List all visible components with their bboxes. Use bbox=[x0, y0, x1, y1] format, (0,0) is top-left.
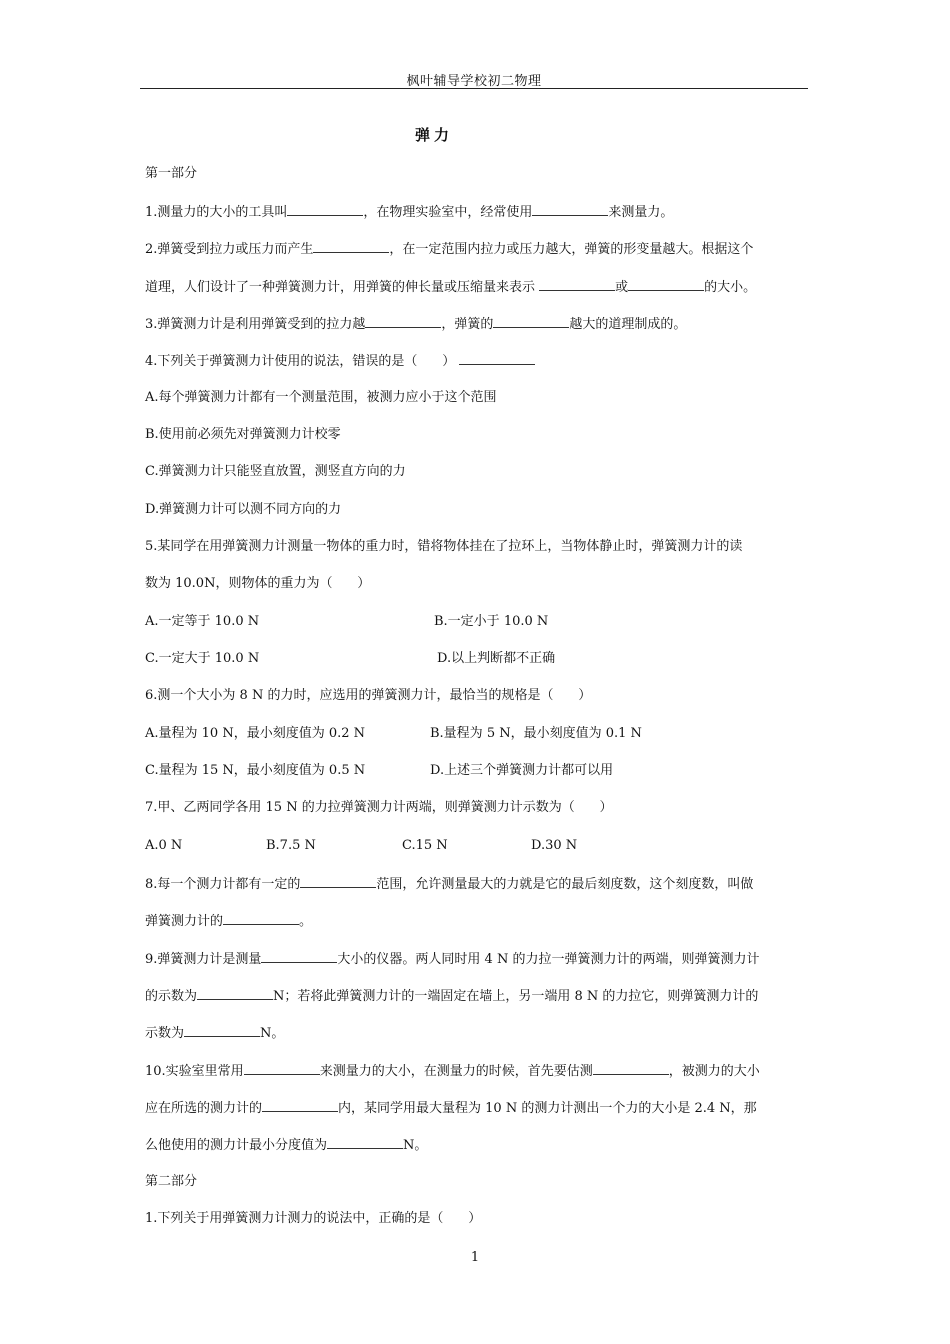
question-2-line-2: 道理，人们设计了一种弹簧测力计，用弹簧的伸长量或压缩量来表示 或 的大小。 bbox=[145, 280, 757, 295]
answer-blank[interactable] bbox=[459, 352, 535, 365]
answer-blank[interactable] bbox=[300, 875, 376, 888]
q6-option-a: A.量程为 10 N，最小刻度值为 0.2 N bbox=[145, 726, 366, 741]
question-5-line-1: 5.某同学在用弹簧测力计测量一物体的重力时，错将物体挂在了拉环上，当物体静止时，弹簧测力计的读 bbox=[145, 539, 743, 554]
q4-option-a: A.每个弹簧测力计都有一个测量范围，被测力应小于这个范围 bbox=[145, 390, 497, 405]
question-4: 4.下列关于弹簧测力计使用的说法，错误的是（ ） bbox=[145, 352, 535, 370]
question-6: 6.测一个大小为 8 N 的力时，应选用的弹簧测力计，最恰当的规格是（ ） bbox=[145, 688, 592, 703]
question-10-line-2: 应在所选的测力计的 内，某同学用最大量程为 10 N 的测力计测出一个力的大小是 2.4 N，那 bbox=[145, 1101, 757, 1116]
question-2-line-1: 2.弹簧受到拉力或压力而产生 ，在一定范围内拉力或压力越大，弹簧的形变量越大。根据这个 bbox=[145, 242, 754, 257]
answer-blank[interactable] bbox=[223, 912, 299, 925]
question-7: 7.甲、乙两同学各用 15 N 的力拉弹簧测力计两端，则弹簧测力计示数为（ ） bbox=[145, 800, 613, 815]
question-5-line-2: 数为 10.0N，则物体的重力为（ ） bbox=[145, 576, 371, 591]
answer-blank[interactable] bbox=[262, 1099, 338, 1112]
answer-blank[interactable] bbox=[244, 1062, 320, 1075]
page-header: 枫叶辅导学校初二物理 bbox=[406, 74, 542, 89]
q4-option-c: C.弹簧测力计只能竖直放置，测竖直方向的力 bbox=[145, 464, 406, 479]
answer-blank[interactable] bbox=[327, 1136, 403, 1149]
answer-blank[interactable] bbox=[593, 1062, 669, 1075]
answer-blank[interactable] bbox=[365, 315, 441, 328]
q4-option-d: D.弹簧测力计可以测不同方向的力 bbox=[145, 502, 342, 517]
answer-blank[interactable] bbox=[197, 987, 273, 1000]
question-9-line-1: 9.弹簧测力计是测量 大小的仪器。两人同时用 4 N 的力拉一弹簧测力计的两端，则弹簧测力计 bbox=[145, 952, 760, 967]
answer-blank[interactable] bbox=[287, 203, 363, 216]
header-rule bbox=[140, 88, 808, 89]
q4-option-b: B.使用前必须先对弹簧测力计校零 bbox=[145, 427, 341, 442]
q5-option-c: C.一定大于 10.0 N bbox=[145, 651, 260, 666]
question-9-line-3: 示数为 N。 bbox=[145, 1026, 285, 1041]
q5-option-b: B.一定小于 10.0 N bbox=[434, 614, 549, 629]
question-1: 1.测量力的大小的工具叫 ，在物理实验室中，经常使用 来测量力。 bbox=[145, 205, 674, 220]
question-3: 3.弹簧测力计是利用弹簧受到的拉力越 ，弹簧的 越大的道理制成的。 bbox=[145, 317, 687, 332]
question-8-line-1: 8.每一个测力计都有一定的 范围，允许测量最大的力就是它的最后刻度数，这个刻度数，叫做 bbox=[145, 877, 754, 892]
answer-blank[interactable] bbox=[313, 240, 389, 253]
answer-blank[interactable] bbox=[539, 278, 615, 291]
page-number: 1 bbox=[470, 1250, 480, 1265]
q7-option-b: B.7.5 N bbox=[266, 838, 316, 853]
q5-option-d: D.以上判断都不正确 bbox=[437, 651, 556, 666]
q6-option-c: C.量程为 15 N，最小刻度值为 0.5 N bbox=[145, 763, 366, 778]
q6-option-b: B.量程为 5 N，最小刻度值为 0.1 N bbox=[430, 726, 642, 741]
part2-heading: 第二部分 bbox=[145, 1174, 198, 1189]
part2-question-1: 1.下列关于用弹簧测力计测力的说法中，正确的是（ ） bbox=[145, 1211, 482, 1226]
q5-option-a: A.一定等于 10.0 N bbox=[145, 614, 260, 629]
question-10-line-3: 么他使用的测力计最小分度值为 N。 bbox=[145, 1138, 428, 1153]
q7-option-d: D.30 N bbox=[531, 838, 578, 853]
part1-heading: 第一部分 bbox=[145, 166, 198, 181]
q7-option-a: A.0 N bbox=[145, 838, 183, 853]
question-9-line-2: 的示数为 N；若将此弹簧测力计的一端固定在墙上，另一端用 8 N 的力拉它，则弹簧测力计的 bbox=[145, 989, 759, 1004]
q6-option-d: D.上述三个弹簧测力计都可以用 bbox=[430, 763, 614, 778]
answer-blank[interactable] bbox=[628, 278, 704, 291]
q7-option-c: C.15 N bbox=[402, 838, 448, 853]
question-10-line-1: 10.实验室里常用 来测量力的大小，在测量力的时候，首先要估测 ，被测力的大小 bbox=[145, 1064, 760, 1079]
answer-blank[interactable] bbox=[532, 203, 608, 216]
answer-blank[interactable] bbox=[493, 315, 569, 328]
document-title: 弹力 bbox=[414, 126, 453, 144]
question-8-line-2: 弹簧测力计的 。 bbox=[145, 914, 313, 929]
answer-blank[interactable] bbox=[184, 1024, 260, 1037]
answer-blank[interactable] bbox=[261, 950, 337, 963]
